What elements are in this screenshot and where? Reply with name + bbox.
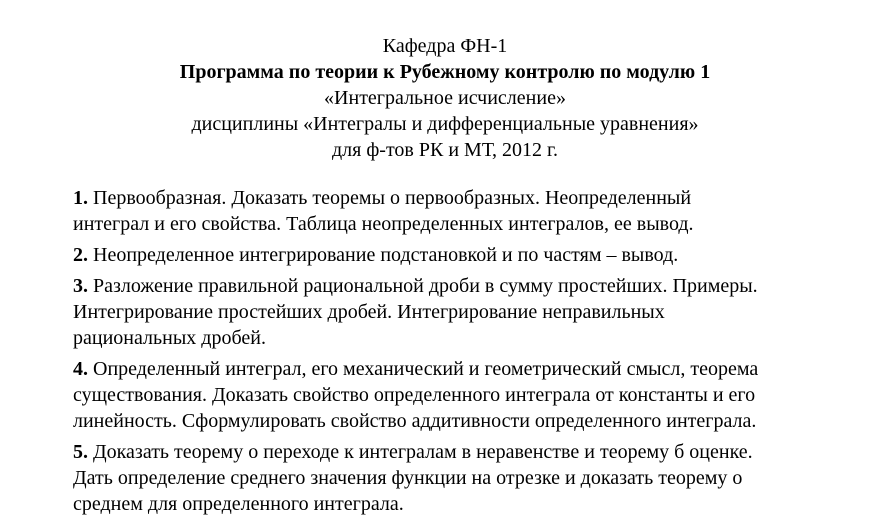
question-item <box>73 439 833 517</box>
question-line <box>73 185 833 211</box>
question-item <box>73 356 833 434</box>
question-number: 4. <box>73 358 88 380</box>
question-text: интеграл и его свойства. Таблица неопределенных интегралов, ее вывод. <box>73 213 694 235</box>
question-line <box>73 211 833 237</box>
question-line <box>73 299 833 325</box>
question-number: 3. <box>73 275 88 297</box>
department-name: Кафедра ФН-1 <box>382 35 508 57</box>
question-text: линейность. Сформулировать свойство аддитивности определенного интеграла. <box>73 410 757 432</box>
question-line <box>73 408 833 434</box>
question-item <box>73 185 833 237</box>
question-list <box>73 185 833 522</box>
question-number: 2. <box>73 244 88 266</box>
document-header <box>0 33 890 163</box>
question-text: Разложение правильной рациональной дроби в сумму простейших. Примеры. <box>93 275 758 297</box>
question-text: существования. Доказать свойство определенного интеграла от константы и его <box>73 384 756 406</box>
question-number: 1. <box>73 187 88 209</box>
question-text: Интегрирование простейших дробей. Интегрирование неправильных <box>73 301 665 323</box>
question-line <box>73 439 833 465</box>
question-item <box>73 242 833 268</box>
question-text: Определенный интеграл, его механический и геометрический смысл, теорема <box>93 358 759 380</box>
question-line <box>73 382 833 408</box>
question-text: Доказать теорему о переходе к интегралам в неравенстве и теорему б оценке. <box>93 441 753 463</box>
discipline-name: дисциплины «Интегралы и дифференциальные уравнения» <box>191 113 699 135</box>
question-text: Дать определение среднего значения функции на отрезке и доказать теорему о <box>73 467 743 489</box>
module-name: «Интегральное исчисление» <box>324 87 566 109</box>
question-line <box>73 465 833 491</box>
question-text: рациональных дробей. <box>73 327 266 349</box>
question-line <box>73 325 833 351</box>
question-item <box>73 273 833 351</box>
question-line <box>73 491 833 517</box>
question-text: Неопределенное интегрирование подстановкой и по частям – вывод. <box>93 244 679 266</box>
faculty-year: для ф-тов РК и МТ, 2012 г. <box>331 139 558 161</box>
question-text: среднем для определенного интеграла. <box>73 493 404 515</box>
question-line <box>73 242 833 268</box>
program-title: Программа по теории к Рубежному контролю по модулю 1 <box>179 61 711 83</box>
question-number: 5. <box>73 441 88 463</box>
question-line <box>73 356 833 382</box>
question-text: Первообразная. Доказать теоремы о первообразных. Неопределенный <box>93 187 692 209</box>
question-line <box>73 273 833 299</box>
